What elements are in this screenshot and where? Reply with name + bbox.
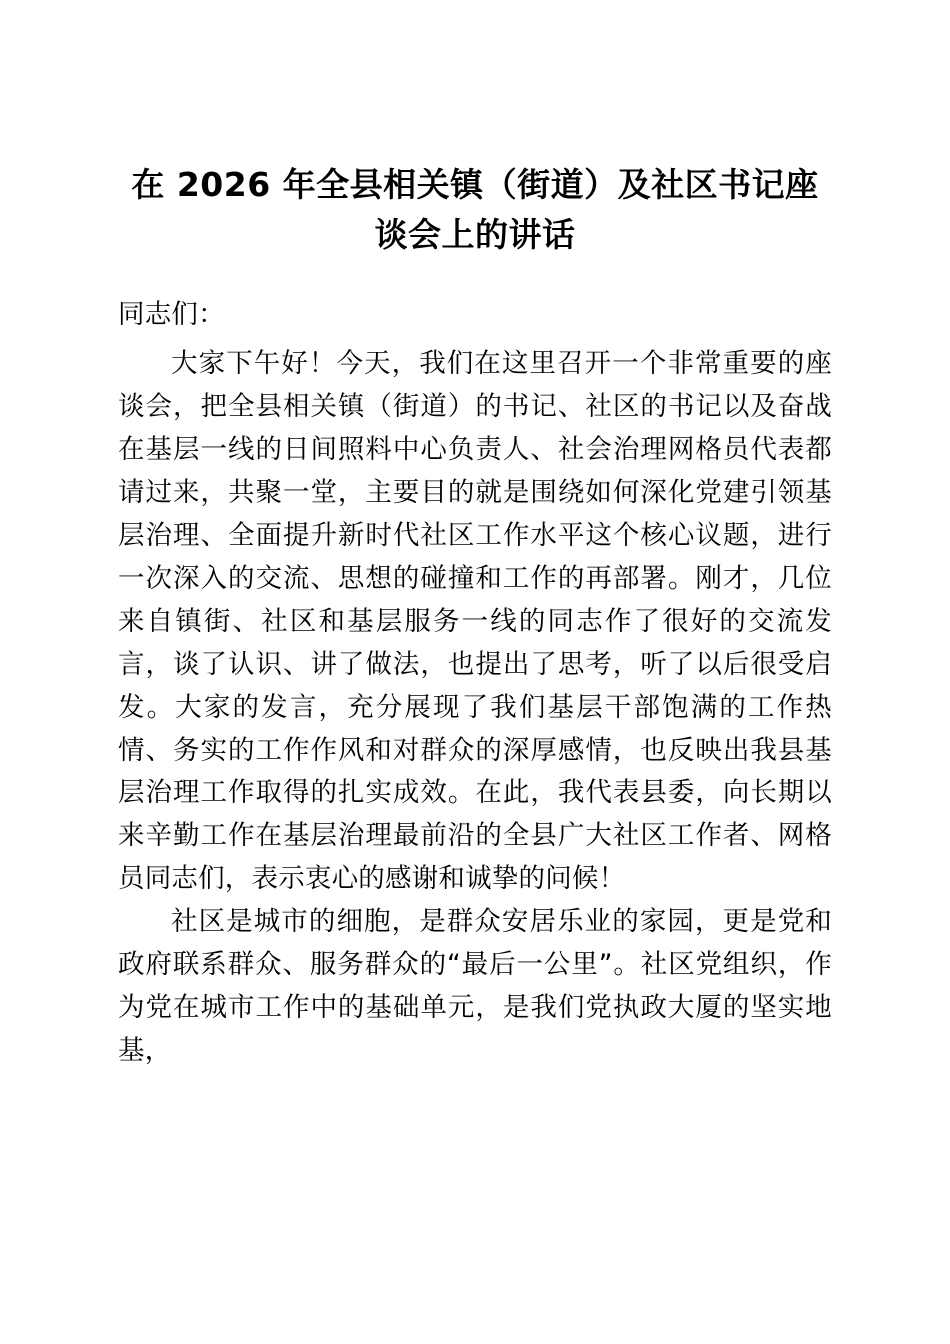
body-paragraph-2: 社区是城市的细胞，是群众安居乐业的家园，更是党和政府联系群众、服务群众的“最后一公里”。社区党组织，作为党在城市工作中的基础单元，是我们党执政大厦的坚实地基， — [118, 906, 832, 1066]
salutation-line: 同志们： — [118, 299, 225, 331]
body-paragraph-1: 大家下午好！今天，我们在这里召开一个非常重要的座谈会，把全县相关镇（街道）的书记、社区的书记以及奋战在基层一线的日间照料中心负责人、社会治理网格员代表都请过来，共聚一堂，主要目的就是围绕如何深化党建引领基层治理、全面提升新时代社区工作水平这个核心议题，进行一次深入的交流、思想的碰撞和工作的再部署。刚才，几位来自镇街、社区和基层服务一线的同志作了很好的交流发言，谈了认识、讲了做法，也提出了思考，听了以后很受启发。大家的发言，充分展现了我们基层干部饱满的工作热情、务实的工作作风和对群众的深厚感情，也反映出我县基层治理工作取得的扎实成效。在此，我代表县委，向长期以来辛勤工作在基层治理最前沿的全县广大社区工作者、网格员同志们，表示衷心的感谢和诚挚的问候！ — [118, 348, 832, 895]
page-title: 在 2026 年全县相关镇（街道）及社区书记座谈会上的讲话 — [131, 165, 819, 255]
